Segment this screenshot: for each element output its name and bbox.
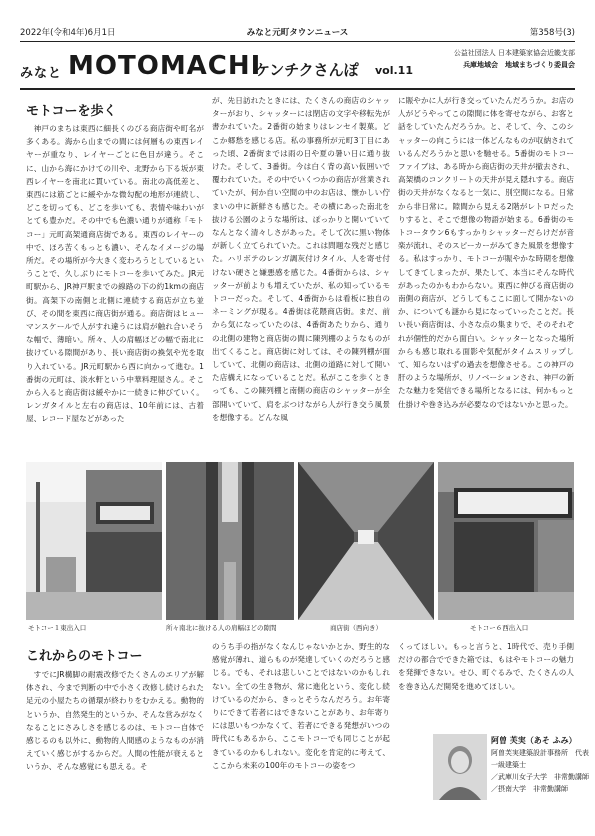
author-info xyxy=(491,735,589,795)
author-line1: 阿曽芙実建築設計事務所 代表 xyxy=(491,749,589,757)
caption-motoko-1-east-entrance: モトコー１東出入口 xyxy=(28,624,87,632)
article-column-1: 神戸のまちは東西に細長くのびる商店街や町名が多くある。海から山までの間には何層もの東西レイヤーが重なり、レイヤーごとに色目が違う。そこに、山から海にかけての川や、北野から下る坂が東西レイヤーを南北に貫いている。南北の高低差と、東西には筋ごとに緩やかな微勾配の地形が連続し、どこを切っても、どこを歩いても、表情や味わいがとても豊かだ。その中でも色濃い通りが通称「モトコー」元町高架通商店街である。東西のレイヤーの中で、ほろ苦くもっとも濃い、そんなイメージの場所だ。その場所が今大きく変わろうとしているということで、久しぶりにモトコーを歩いてみた。JR元町駅から、JR神戸駅までの線路の下の約1kmの商店街。高架下の南側と北側に連続する商店が立ち並び、その間を東西に商店街が通る。商店街はヒューマンスケールで人がすれ違うには肩が触れ合いそうな幅で、薄暗い。所々、人の肩幅ほどの幅で南北に抜けている隙間があり、長い商店街の換気や光を取り入れている。JR元町駅から西に向かって進む。1番街の元町は、淡水軒という中華料理屋さん。そこから入ると商店街は緩やかに一続きに伸びていく。レンガタイルと左右の商店は、10年前には、古着屋、レコード屋などがあった xyxy=(26,124,204,424)
author-name: 阿曽 芙実（あそ ふみ） xyxy=(491,736,577,745)
caption-shopping-street: 商店街（西向き） xyxy=(330,624,382,632)
section-heading-future-motoko: これからのモトコー xyxy=(26,649,143,664)
header-rule xyxy=(20,41,575,42)
masthead-motomachi-logo: MOTOMACHI xyxy=(68,51,262,81)
article-column-2: が、先日訪れたときには、たくさんの商店のシャッターがおり、シャッターには閉店の文字や移転先が書かれていた。2番街の始まりはレンセイ製菓。どこか郷愁を感じる店。私の事務所が元町3丁目にあった頃、2番街までは雨の日や夏の暑い日に通り抜けた。そして、3番街。今は白く背の高い仮囲いで覆われていた。その中でいくつかの商店が営業されていたが、何か自い空間の中のお店は、懐かしい佇まいの中に新鮮さも感じた。その横にあった南北を抜ける公園のような場所は、ぽっかりと開いていてなんとなく清々しさがあった。そして次に黒い物体が新しく立てられていた。これは問題な残だと感じた。ハリボテのレンガ調灰付けタイル、人を寄せ付けない硬さと嫌悪感を感じた。4番街からは、シャッターが前よりも増えていたが、私の知っているモトコーだった。そして、4番街からは看板に独自のネーミングが現る。4番街は花隈商店街。まだ、前から気になっていたのは、4番街あたりから、通りの北側の建物と商店街の間に陳列棚のようなものが出てくること。商店街に対しては、その陳列棚が面していて、北側の商店は、北側の道路に対して開いた店構えになっていることだ。私がここを歩くときっても、この陳列棚と南側の商店のシャッターが全部開いていて、肩をぶつけながら人が行き交う風景を想像する。どんな風 xyxy=(212,96,390,422)
author-photo xyxy=(433,734,487,800)
masthead-org-line1: 公益社団法人 日本建築家協会近畿支部 xyxy=(453,49,575,57)
masthead-rule xyxy=(20,88,575,90)
issue-date: 2022年(令和4年)6月1日 xyxy=(20,28,116,38)
article-column-3: に賑やかに人が行き交っていたんだろうか。お店の人がどうやってこの隙間に体を寄せながら、お客と話をしていたんだろうか。と、そして、今、このシャッターの向こうには一体どんなものが収納されているんだろうかと思いを馳せる。5番街のモトコーファイブは、ある時から商店街の天井が撤去され、高架橋のコンクリートの天井が見え隠れする。商店街の天井がなくなると一気に、別空間になる。日常から非日常に。隙間から見える2階がレトロだったりすると、そこで想像の物語が始まる。6番街のモトコータウン6もすっかりシャッターだらけだが音楽が流れ、そのスピーカーがみてきた風景を想像する。私はすっかり、モトコーが賑やかな時期を想像してきてしまったが、果たして、本当にそんな時代があったのかもわからない。東西に伸びる商店街の南側の商店が、どうしてもここに面して開かないのか、についても謎から見になっていったことだ。長い長い商店街は、小さな点の集まりで、そのそれぞれが個性的だから面白い。シャッターとなった場所からも感じ取れる面影や気配がタイムスリップして、知らないはずの過去を想像させる。この神戸の肝のような場所が、リノベーションされ、神戸の新たな魅力を発信できる場所となるには、何かもっと仕掛けや巻き込みが必要なのではないかと思った。 xyxy=(398,96,574,409)
issue-header xyxy=(20,26,575,40)
future-column-1: すでにJR構脚の耐震改修でたくさんのエリアが解体され、今まで判断の中で小さく改修し続けられた足元の小屋たちの循環が終わりをむかえる。動物的というか、自然発生的というか、そんな営みがなくなることにさみしさを感じるのは、モトコー自体で感じるのも以外に、動物的人間感のようなものが消えていく感じがするからだ。人間の性能が衰えるというか、そんな感覚にも思える。そ xyxy=(26,670,204,772)
author-line4: ／摂南大学 非常勤講師 xyxy=(491,785,568,793)
photo-shopping-street xyxy=(298,462,434,620)
masthead-volume: vol.11 xyxy=(375,64,413,77)
masthead-minato: みなと xyxy=(20,66,63,81)
future-column-2: のうち手の指がなくなんじゃないかとか、野生的な感覚が薄れ、道らものが発達していくのだろうと感じる。でも、それは悲しいことではないのかもしれない。全ての生き物が、常に進化という、変化し続けているのだから、きっとそうなんだろう。お年寄りにできて若者にはできないことがあり、お年寄りには思いもつかなくて、若者にできる発想がいつの時代にもあるから、ここモトコーでも同じことが起きているのかもしれない。変化を肯定的に考えて、ここから未来の100年のモトコーの姿をつ xyxy=(212,642,390,770)
caption-motoko-6-west-entrance: モトコー６西出入口 xyxy=(470,624,529,632)
paper-title: みなと元町タウンニュース xyxy=(246,28,349,38)
photo-north-south-gap xyxy=(166,462,294,620)
author-line3: ／武庫川女子大学 非常勤講師 xyxy=(491,773,589,781)
issue-number: 第358号(3) xyxy=(529,28,575,38)
masthead-org-line2: 兵庫地域会 地域まちづくり委員会 xyxy=(463,61,575,69)
author-line2: 一級建築士 xyxy=(491,761,526,769)
caption-north-south-gap: 所々南北に抜ける人の肩幅ほどの隙間 xyxy=(166,624,277,632)
photo-motoko-6-west-entrance xyxy=(438,462,574,620)
masthead xyxy=(20,48,575,86)
photo-motoko-1-east-entrance xyxy=(26,462,162,620)
future-column-3: くってほしい。もっと言うと、1時代で、売り手側だけの都合でできた箱では、もはやモトコーの魅力を発揮できない。せひ、町ぐるみで、たくさんの人を巻き込んだ開発を進めてほしい。 xyxy=(398,642,574,691)
section-heading-motoko-walk: モトコーを歩く xyxy=(26,104,117,119)
masthead-kenchiku-sanpo: ケンチクさんぽ xyxy=(255,61,359,79)
